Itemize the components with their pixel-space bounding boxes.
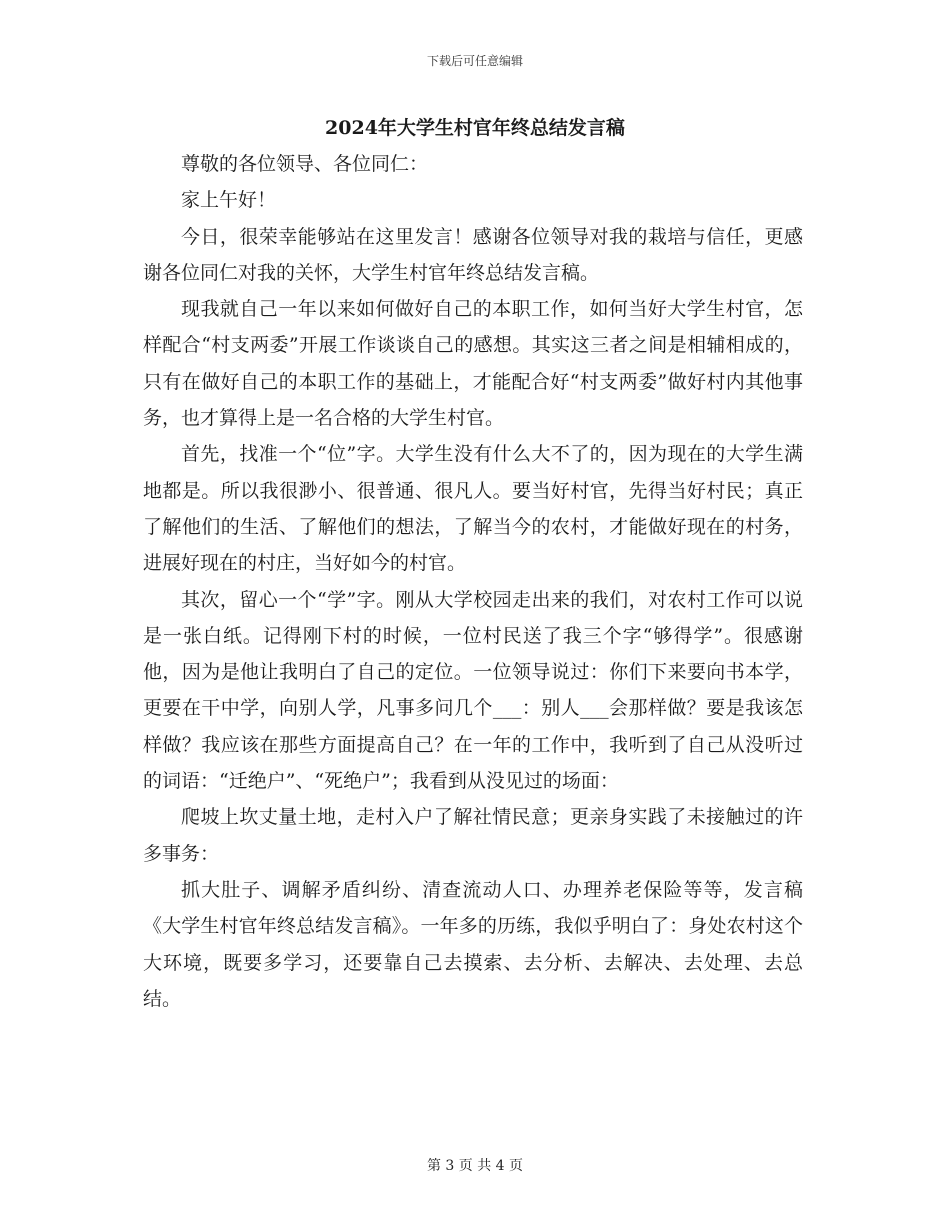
paragraph-first-point: 首先，找准一个“位”字。大学生没有什么大不了的，因为现在的大学生满地都是。所以我很渺小、很普通、很凡人。要当好村官，先得当好村民；真正了解他们的生活、了解他们的想法，了解当今的农村，才能做好现在的村务，进展好现在的村庄，当好如今的村官。 [143,443,803,575]
paragraph-intro: 现我就自己一年以来如何做好自己的本职工作，如何当好大学生村官，怎样配合“村支两委”开展工作谈谈自己的感想。其实这三者之间是相辅相成的，只有在做好自己的本职工作的基础上，才能配合好“村支两委”做好村内其他事务，也才算得上是一名合格的大学生村官。 [143,298,803,430]
document-body [143,146,803,1017]
paragraph-tasks: 抓大肚子、调解矛盾纠纷、清查流动人口、办理养老保险等等，发言稿《大学生村官年终总结发言稿》。一年多的历练，我似乎明白了：身处农村这个大环境，既要多学习，还要靠自己去摸索、去分析、去解决、去处理、去总结。 [143,878,803,1010]
paragraph-fieldwork: 爬坡上坎丈量土地，走村入户了解社情民意；更亲身实践了未接触过的许多事务： [143,806,803,865]
paragraph-thanks: 今日，很荣幸能够站在这里发言！感谢各位领导对我的栽培与信任，更感谢各位同仁对我的关怀，大学生村官年终总结发言稿。 [143,225,803,284]
paragraph-greeting: 家上午好！ [181,189,277,212]
paragraph-salutation: 尊敬的各位领导、各位同仁： [181,153,429,175]
document-title: 2024年大学生村官年终总结发言稿 [325,117,625,139]
page-header-note: 下载后可任意编辑 [426,54,523,68]
paragraph-second-point: 其次，留心一个“学”字。刚从大学校园走出来的我们，对农村工作可以说是一张白纸。记得刚下村的时候，一位村民送了我三个字“够得学”。很感谢他，因为是他让我明白了自己的定位。一位领导说过：你们下来要向书本学，更要在干中学，向别人学，凡事多问几个___：别人___会那样做？要是我该怎样做？我应该在那些方面提高自己？在一年的工作中，我听到了自己从没听过的词语：“迁绝户”、“死绝户”；我看到从没见过的场面： [143,588,803,793]
page-number-footer: 第 3 页 共 4 页 [426,1158,524,1174]
